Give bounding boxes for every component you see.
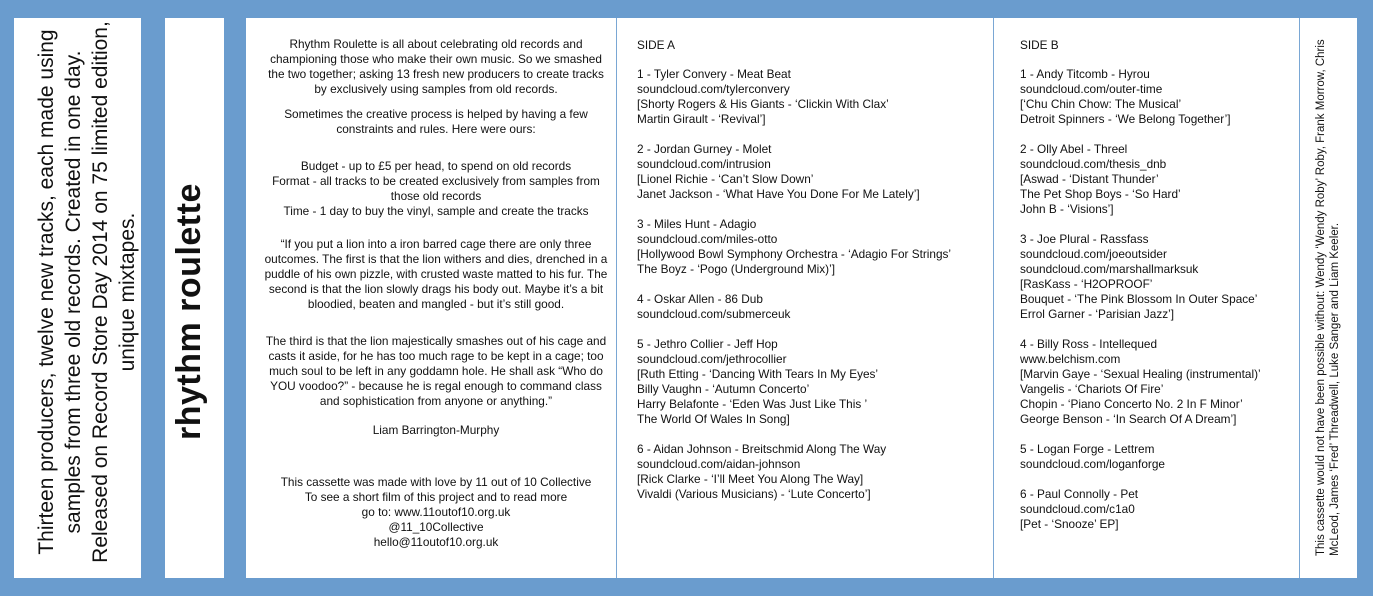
track-line: Errol Garner - ‘Parisian Jazz’] (1020, 307, 1175, 321)
top-border (0, 0, 1373, 18)
track-line: 1 - Tyler Convery - Meat Beat (637, 67, 791, 81)
track-line: soundcloud.com/c1a0 (1020, 502, 1135, 516)
track-line: Bouquet - ‘The Pink Blossom In Outer Space’ (1020, 292, 1258, 306)
track-line: 5 - Jethro Collier - Jeff Hop (637, 337, 778, 351)
fold-line (1299, 18, 1300, 578)
track-line: soundcloud.com/tylerconvery (637, 82, 790, 96)
track-line: soundcloud.com/loganforge (1020, 457, 1165, 471)
track-line: The Boyz - ‘Pogo (Underground Mix)’] (637, 262, 836, 276)
side-a-panel (637, 38, 987, 517)
track-line: [Aswad - ‘Distant Thunder’ (1020, 172, 1159, 186)
spine-divider-2 (224, 0, 246, 596)
track-line: Janet Jackson - ‘What Have You Done For Me Lately’] (637, 187, 920, 201)
track-entry (637, 292, 987, 322)
track-line: [Hollywood Bowl Symphony Orchestra - ‘Adagio For Strings’ (637, 247, 952, 261)
track-line: soundcloud.com/outer-time (1020, 82, 1163, 96)
track-line: Billy Vaughn - ‘Autumn Concerto’ (637, 382, 810, 396)
track-entry (1020, 67, 1295, 127)
side-a-title: SIDE A (637, 38, 676, 52)
quote-paragraph: “If you put a lion into a iron barred cage there are only three outcomes. The first is that the lion withers and dies, drenched in a puddle of his own pizzle, with crusted waste matted to his fur. The second is that the lion slowly drags his body out. Maybe it’s a bit bloodied, beaten and mangled - but it’s still good. (264, 237, 608, 311)
track-line: The Pet Shop Boys - ‘So Hard’ (1020, 187, 1181, 201)
fold-line (993, 18, 994, 578)
footer-line: This cassette was made with love by 11 out of 10 Collective (280, 475, 592, 489)
track-line: 5 - Logan Forge - Lettrem (1020, 442, 1155, 456)
track-entry (637, 337, 987, 427)
footer-line: hello@11outof10.org.uk (373, 535, 499, 549)
track-line: [Shorty Rogers & His Giants - ‘Clickin With Clax’ (637, 97, 889, 111)
track-line: The World Of Wales In Song] (637, 412, 790, 426)
right-border (1357, 0, 1373, 596)
track-line: soundcloud.com/marshallmarksuk (1020, 262, 1199, 276)
track-entry (637, 217, 987, 277)
track-line: soundcloud.com/miles-otto (637, 232, 778, 246)
track-entry (637, 142, 987, 202)
track-line: [Ruth Etting - ‘Dancing With Tears In My Eyes’ (637, 367, 879, 381)
track-entry (1020, 487, 1295, 532)
intro-panel (262, 37, 610, 550)
track-line: [Rick Clarke - ‘I’ll Meet You Along The Way] (637, 472, 864, 486)
spine-divider-1 (141, 0, 165, 596)
footer-line: go to: www.11outof10.org.uk (361, 505, 511, 519)
track-entry (637, 442, 987, 502)
spine-description: Thirteen producers, twelve new tracks, each made using samples from three old records. Created in one day. Released on Record Store Day 2014 on 75 limited edition, unique mixtapes. (35, 21, 139, 563)
footer-info (262, 475, 610, 550)
track-line: www.belchism.com (1020, 352, 1121, 366)
fold-line (616, 18, 617, 578)
intro-paragraph: Rhythm Roulette is all about celebrating old records and championing those who make their own music. So we smashed the two together; asking 13 fresh new producers to create tracks by exclusively using samples from old records. (268, 37, 604, 96)
rule-item: Format - all tracks to be created exclusively from samples from those old records (272, 174, 600, 203)
track-line: Chopin - ‘Piano Concerto No. 2 In F Minor’ (1020, 397, 1243, 411)
footer-line: @11_10Collective (388, 520, 484, 534)
track-line: soundcloud.com/aidan-johnson (637, 457, 801, 471)
side-a-tracklist (637, 67, 987, 502)
track-line: soundcloud.com/joeoutsider (1020, 247, 1167, 261)
side-b-panel (1020, 38, 1295, 547)
rule-item: Budget - up to £5 per head, to spend on old records (300, 159, 572, 173)
quote-author: Liam Barrington-Murphy (372, 423, 500, 437)
track-line: soundcloud.com/submerceuk (637, 307, 791, 321)
track-line: [RasKass - ‘H2OPROOF’ (1020, 277, 1153, 291)
track-line: 6 - Paul Connolly - Pet (1020, 487, 1139, 501)
track-line: [Pet - ‘Snooze’ EP] (1020, 517, 1119, 531)
track-entry (1020, 337, 1295, 427)
track-line: 6 - Aidan Johnson - Breitschmid Along The Way (637, 442, 887, 456)
track-entry (1020, 442, 1295, 472)
track-line: [Lionel Richie - ‘Can’t Slow Down’ (637, 172, 814, 186)
spine-title: rhythm roulette (170, 183, 208, 440)
bottom-border (0, 578, 1373, 596)
track-line: Martin Girault - ‘Revival’] (637, 112, 766, 126)
track-line: Detroit Spinners - ‘We Belong Together’] (1020, 112, 1231, 126)
track-line: 1 - Andy Titcomb - Hyrou (1020, 67, 1150, 81)
track-line: [‘Chu Chin Chow: The Musical’ (1020, 97, 1182, 111)
track-line: George Benson - ‘In Search Of A Dream’] (1020, 412, 1237, 426)
footer-line: To see a short film of this project and to read more (304, 490, 568, 504)
left-border (0, 0, 14, 596)
track-line: 4 - Oskar Allen - 86 Dub (637, 292, 763, 306)
track-entry (1020, 232, 1295, 322)
credits: This cassette would not have been possible without: Wendy ‘Wendy Roby’ Roby, Frank Morrow, Chris McLeod, James ‘Fred’ Threadwell, Luke Sanger and Liam Keeler. (1315, 39, 1341, 556)
track-entry (637, 67, 987, 127)
track-line: John B - ‘Visions’] (1020, 202, 1114, 216)
track-entry (1020, 142, 1295, 217)
side-b-title: SIDE B (1020, 38, 1059, 52)
track-line: soundcloud.com/jethrocollier (637, 352, 787, 366)
rule-item: Time - 1 day to buy the vinyl, sample and create the tracks (283, 204, 589, 218)
rules-list (262, 159, 610, 219)
track-line: 2 - Olly Abel - Threel (1020, 142, 1128, 156)
quote-paragraph: The third is that the lion majestically smashes out of his cage and casts it aside, for he has too much rage to be kept in a cage; too much soul to be left in any goddamn hole. He shall ask “Who do YOU voodoo?” - because he is regal enough to command class and sophistication from anyone or anything.” (265, 334, 607, 408)
track-line: soundcloud.com/intrusion (637, 157, 771, 171)
track-line: [Marvin Gaye - ‘Sexual Healing (instrumental)’ (1020, 367, 1261, 381)
track-line: Vivaldi (Various Musicians) - ‘Lute Concerto’] (637, 487, 871, 501)
track-line: 4 - Billy Ross - Intellequed (1020, 337, 1158, 351)
track-line: soundcloud.com/thesis_dnb (1020, 157, 1167, 171)
track-line: 3 - Joe Plural - Rassfass (1020, 232, 1149, 246)
track-line: Vangelis - ‘Chariots Of Fire’ (1020, 382, 1164, 396)
side-b-tracklist (1020, 67, 1295, 532)
intro-paragraph: Sometimes the creative process is helped by having a few constraints and rules. Here were ours: (284, 107, 588, 136)
track-line: 3 - Miles Hunt - Adagio (637, 217, 757, 231)
track-line: Harry Belafonte - ‘Eden Was Just Like This ’ (637, 397, 868, 411)
track-line: 2 - Jordan Gurney - Molet (637, 142, 772, 156)
